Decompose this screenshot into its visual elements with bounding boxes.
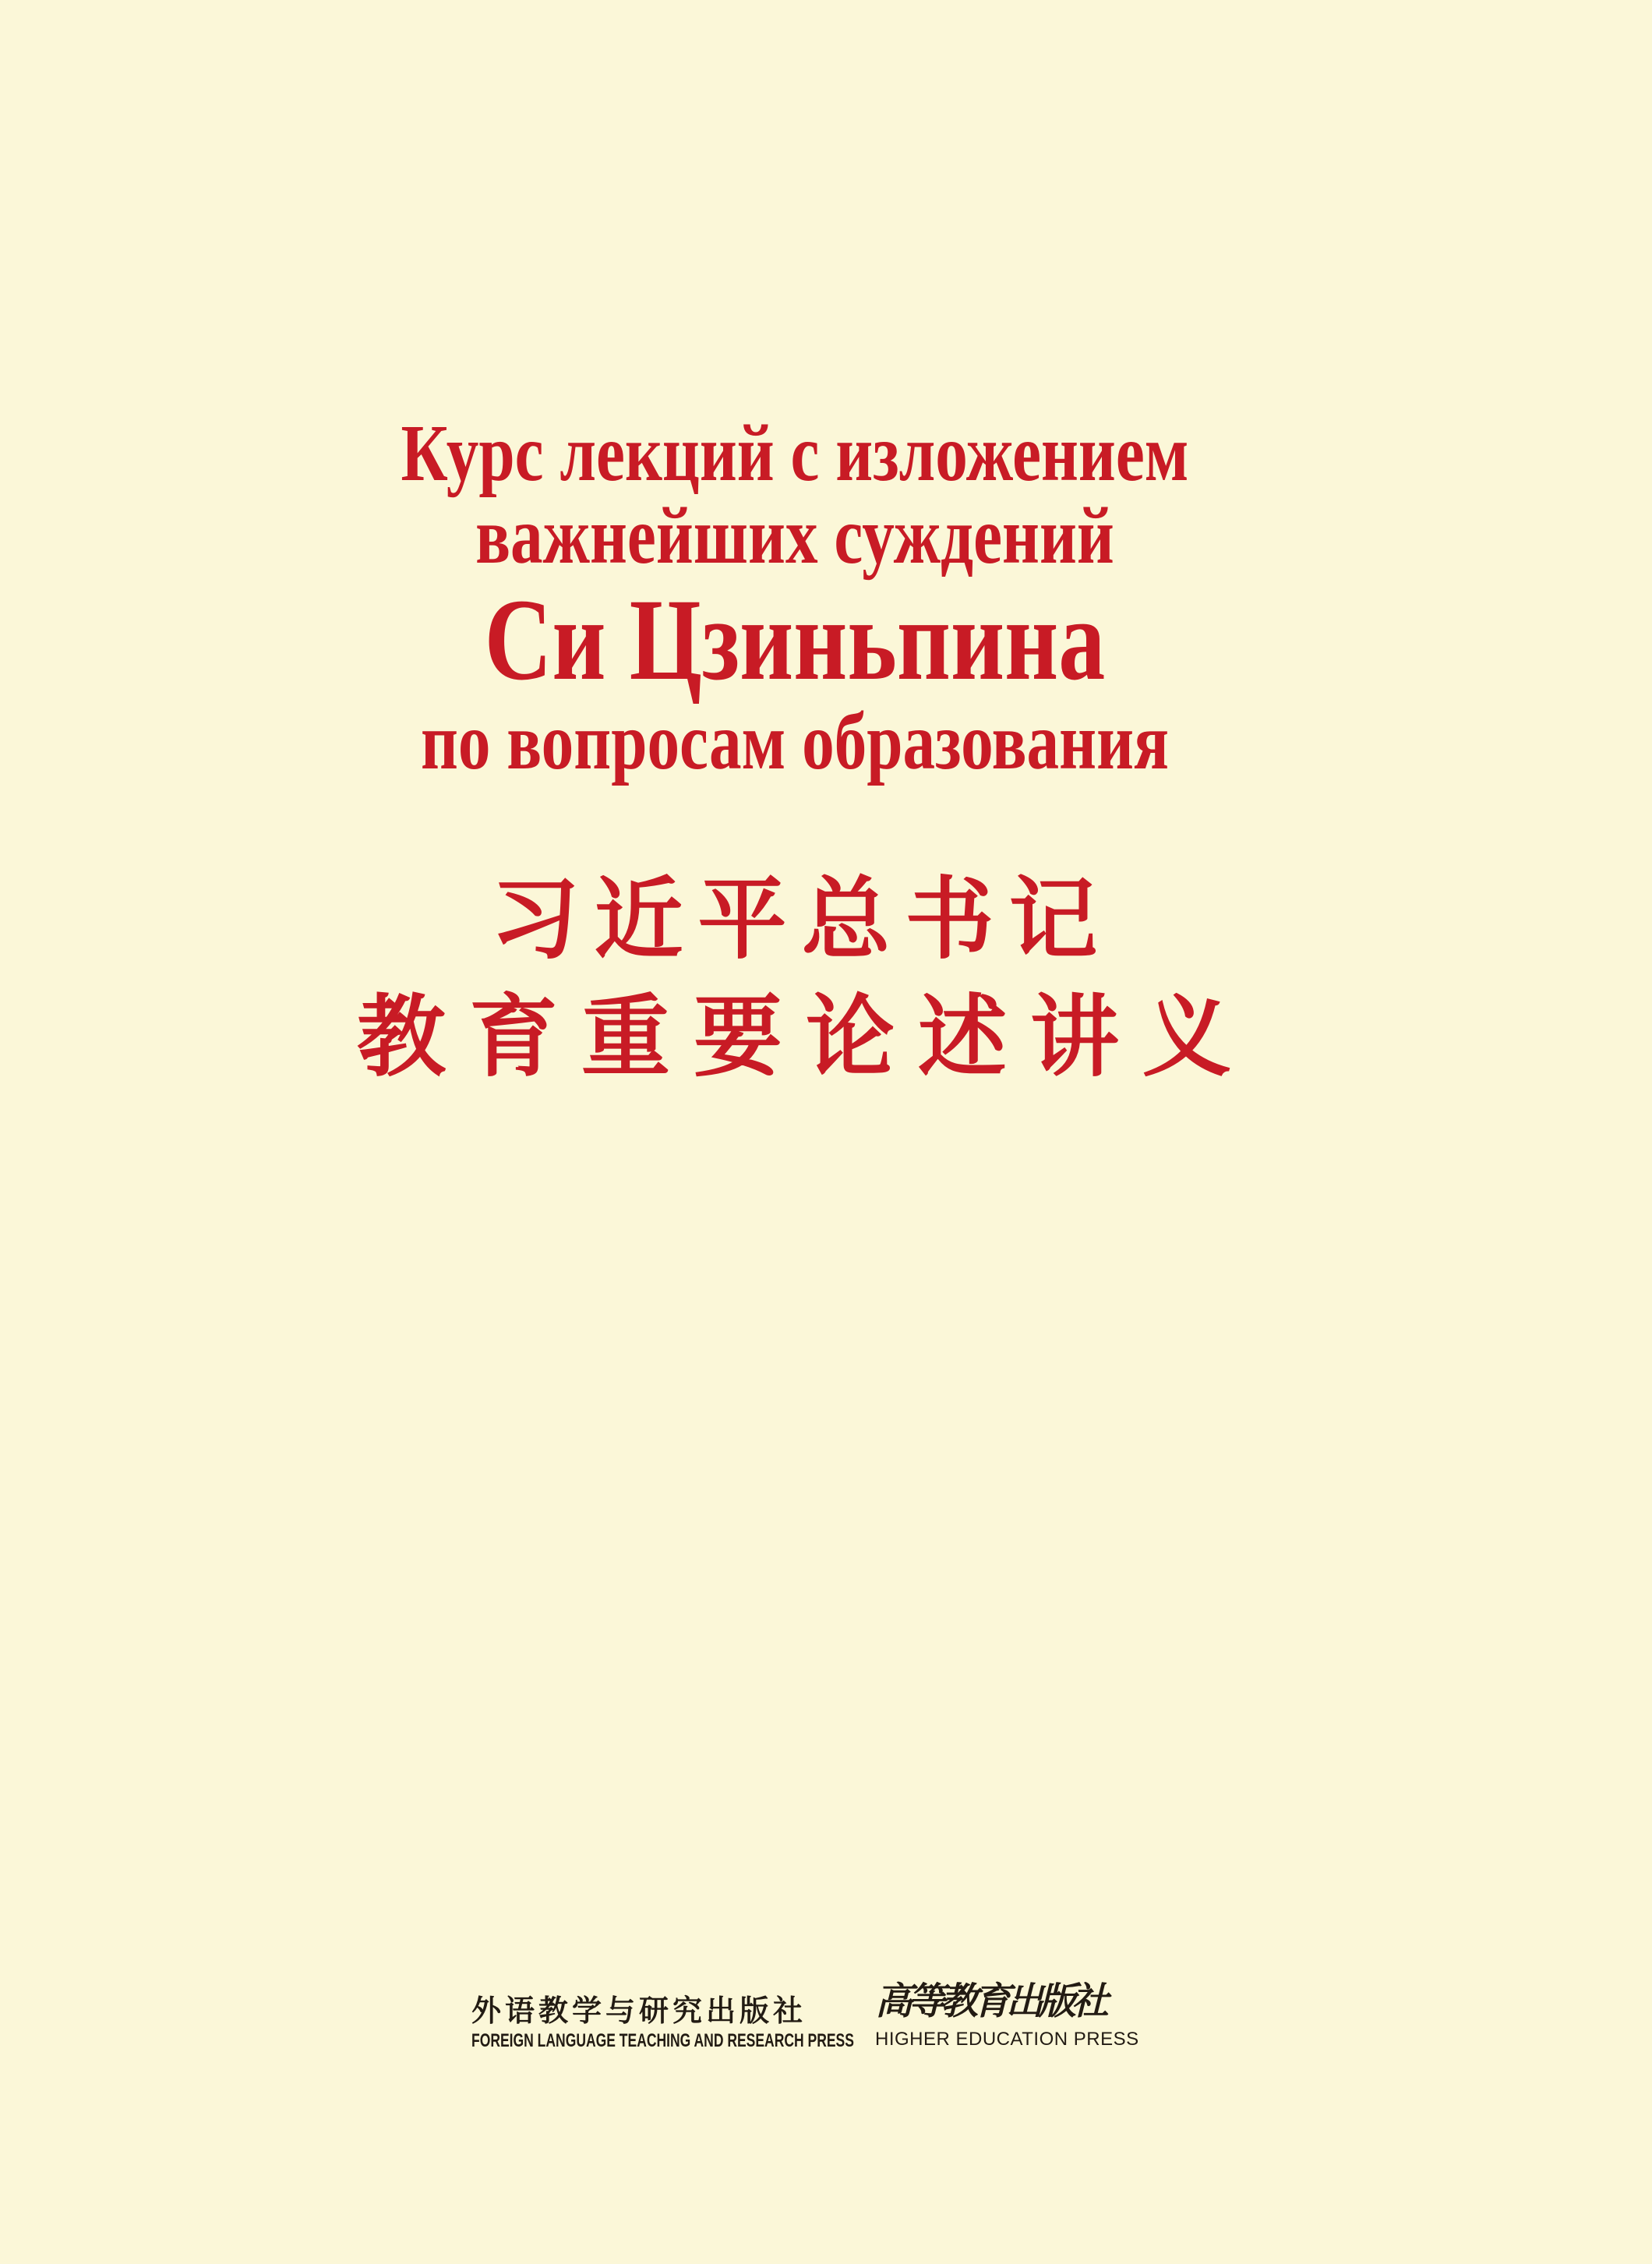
publisher-logo-fltrp <box>471 1995 854 2051</box>
publisher-hep-english-name: HIGHER EDUCATION PRESS <box>875 2029 1139 2050</box>
russian-title-line-2: важнейших суждений <box>475 491 1114 581</box>
chinese-title <box>0 871 1620 1087</box>
russian-title-line-3: Си Цзиньпина <box>484 575 1106 705</box>
russian-title-line-4: по вопросам образования <box>420 697 1170 786</box>
chinese-title-line-2: 教育重要论述讲义 <box>356 988 1255 1087</box>
publisher-fltrp-chinese-name: 外语教学与研究出版社 <box>471 1995 807 2028</box>
publisher-logo-hep <box>875 1981 1139 2050</box>
russian-title <box>0 408 1621 786</box>
chinese-title-line-1: 习近平总书记 <box>490 871 1113 970</box>
publisher-hep-chinese-name: 高等教育出版社 <box>875 1981 1105 2022</box>
publisher-fltrp-english-name: FOREIGN LANGUAGE TEACHING AND RESEARCH PRESS <box>471 2030 854 2051</box>
russian-title-line-1: Курс лекций с изложением <box>401 408 1189 498</box>
